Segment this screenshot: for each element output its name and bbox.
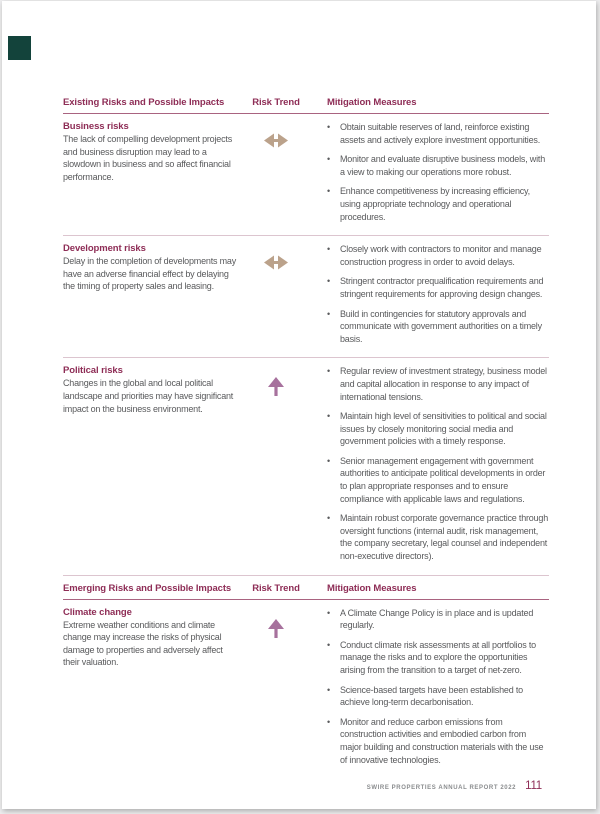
- mitigation-measure-text: A Climate Change Policy is in place and is updated regularly.: [340, 607, 534, 631]
- mitigation-measure-text: Maintain robust corporate governance practice through oversight functions (internal audit, risk management, the company secretary, legal counsel and independent non-executive directors).: [340, 513, 549, 562]
- risk-title: Business risks: [63, 121, 129, 132]
- bullet-icon: •: [327, 716, 331, 727]
- bullet-icon: •: [327, 411, 331, 422]
- mitigation-measure-item: [327, 639, 549, 677]
- mitigation-measure-text: Maintain high level of sensitivities to political and social issues by closely monitoring social media and government policies with a timely response.: [340, 411, 547, 447]
- risk-trend-cell: [245, 243, 307, 345]
- mitigation-measure-text: Monitor and evaluate disruptive business models, with a view to making our operations more robust.: [340, 154, 546, 177]
- corner-brand-mark: [8, 36, 31, 60]
- mitigation-measure-item: [327, 243, 549, 268]
- mitigation-measure-item: [327, 512, 549, 562]
- bullet-icon: •: [327, 684, 331, 695]
- risk-row: [63, 357, 549, 574]
- left-right-arrow-icon: [264, 133, 288, 148]
- bullet-icon: •: [327, 639, 331, 650]
- bullet-icon: •: [327, 154, 331, 165]
- mitigation-measure-item: [327, 365, 549, 403]
- risk-row: [63, 235, 549, 357]
- mitigation-measure-text: Obtain suitable reserves of land, reinforce existing assets and actively explore investment opportunities.: [340, 122, 541, 145]
- mitigation-measure-item: [327, 455, 549, 505]
- mitigation-measures-cell: [327, 243, 549, 345]
- risk-trend-cell: [245, 365, 307, 562]
- section-header-emerging: [63, 575, 549, 600]
- mitigation-measure-item: [327, 308, 549, 346]
- risk-title: Climate change: [63, 606, 132, 618]
- mitigation-measure-item: [327, 410, 549, 448]
- mitigation-measure-item: [327, 275, 549, 300]
- mitigation-measure-item: [327, 607, 549, 632]
- mitigation-measure-text: Senior management engagement with government authorities to anticipate political developments in order to plan appropriate responses and to ensure compliance with applicable laws and regulations.: [340, 455, 546, 504]
- column-header-risks: Existing Risks and Possible Impacts: [63, 97, 225, 108]
- risk-title: Development risks: [63, 243, 146, 255]
- mitigation-measure-text: Closely work with contractors to monitor and manage construction progress in order to avoid delays.: [340, 244, 542, 267]
- risk-description: Extreme weather conditions and climate change may increase the risks of physical damage to properties and adversely affect their valuation.: [63, 619, 223, 668]
- left-right-arrow-icon: [264, 255, 288, 270]
- mitigation-measure-item: [327, 684, 549, 709]
- up-arrow-icon: [268, 377, 284, 396]
- risk-description-cell: [63, 243, 245, 345]
- bullet-icon: •: [327, 244, 331, 255]
- column-header-risks: Emerging Risks and Possible Impacts: [63, 582, 232, 594]
- mitigation-measure-text: Regular review of investment strategy, business model and capital allocation in response to any impact of international tensions.: [340, 366, 547, 402]
- report-page: [2, 1, 596, 809]
- risk-description: Changes in the global and local political landscape and priorities may have significant impact on the business environment.: [63, 378, 234, 414]
- bullet-icon: •: [327, 276, 331, 287]
- page-number: 111: [525, 780, 542, 792]
- risk-description-cell: [63, 607, 245, 767]
- bullet-icon: •: [327, 308, 331, 319]
- report-title-label: SWIRE PROPERTIES ANNUAL REPORT 2022: [366, 785, 517, 791]
- column-header-mitigation-measures: Mitigation Measures: [327, 582, 417, 594]
- risk-trend-cell: [245, 607, 307, 767]
- mitigation-measure-item: [327, 185, 549, 223]
- risk-description: The lack of compelling development projects and business disruption may lead to a slowdown in business and so affect financial performance.: [63, 134, 232, 182]
- risk-row: [63, 600, 549, 779]
- mitigation-measure-item: [327, 121, 549, 146]
- risk-table: [63, 97, 549, 778]
- mitigation-measures-cell: [327, 607, 549, 767]
- column-header-risk-trend: Risk Trend: [252, 97, 300, 108]
- mitigation-measure-text: Monitor and reduce carbon emissions from construction activities and embodied carbon from major building and construction materials with the use of innovative technologies.: [340, 716, 544, 765]
- up-arrow-icon: [268, 619, 284, 638]
- bullet-icon: •: [327, 366, 331, 377]
- risk-title: Political risks: [63, 365, 123, 377]
- bullet-icon: •: [327, 455, 331, 466]
- column-header-risk-trend: Risk Trend: [252, 582, 300, 594]
- mitigation-measure-text: Build in contingencies for statutory approvals and communicate with government authorities on a timely basis.: [340, 308, 542, 344]
- mitigation-measure-text: Enhance competitiveness by increasing efficiency, using appropriate technology and operational procedures.: [340, 186, 530, 222]
- risk-row: [63, 114, 549, 235]
- section-header-existing: [63, 97, 549, 114]
- risk-description: Delay in the completion of developments may have an adverse financial effect by delaying the timing of property sales and leasing.: [63, 256, 236, 292]
- bullet-icon: •: [327, 513, 331, 524]
- mitigation-measures-cell: [327, 365, 549, 562]
- bullet-icon: •: [327, 122, 331, 132]
- page-footer: [367, 780, 542, 792]
- mitigation-measure-item: [327, 153, 549, 178]
- bullet-icon: •: [327, 607, 331, 618]
- risk-trend-cell: [245, 121, 307, 223]
- bullet-icon: •: [327, 186, 331, 197]
- mitigation-measure-text: Conduct climate risk assessments at all portfolios to manage the risks and to explore the opportunities arising from the transition to a target of net-zero.: [340, 639, 536, 675]
- mitigation-measures-cell: [327, 121, 549, 223]
- column-header-mitigation-measures: Mitigation Measures: [327, 97, 417, 108]
- mitigation-measure-item: [327, 716, 549, 766]
- risk-description-cell: [63, 365, 245, 562]
- mitigation-measure-text: Science-based targets have been established to achieve long-term decarbonisation.: [340, 684, 523, 708]
- mitigation-measure-text: Stringent contractor prequalification requirements and stringent requirements for approving design changes.: [340, 276, 544, 299]
- risk-description-cell: [63, 121, 245, 223]
